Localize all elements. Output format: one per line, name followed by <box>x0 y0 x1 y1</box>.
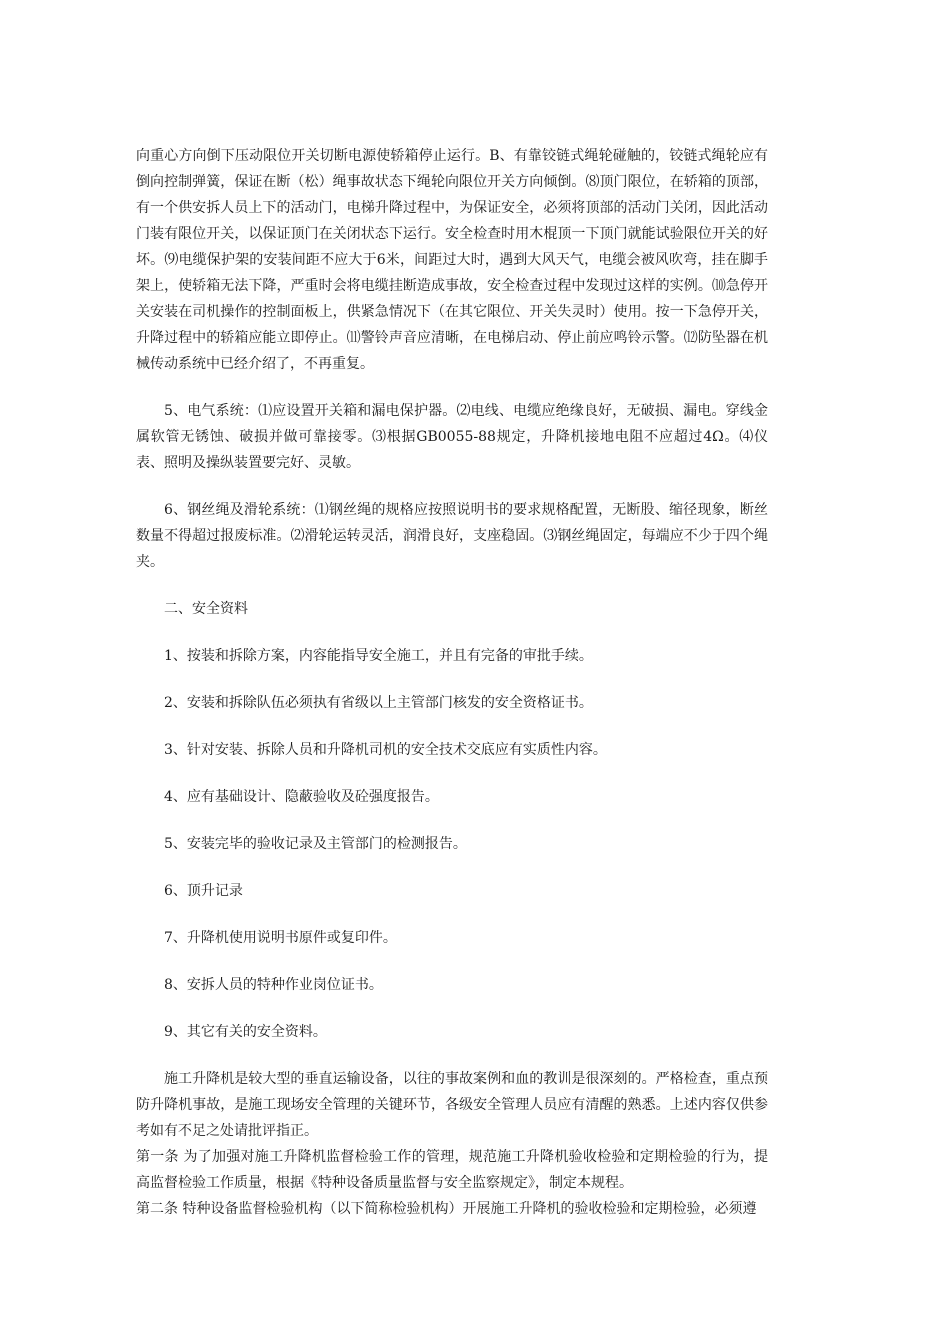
paragraph-electrical-system: 5、电气系统：⑴应设置开关箱和漏电保护器。⑵电线、电缆应绝缘良好，无破损、漏电。穿线金属软管无锈蚀、破损并做可靠接零。⑶根据GB0055-88规定，升降机接地电阻不应超过4Ω。⑷仪表、照明及操纵装置要完好、灵敏。 <box>136 403 768 471</box>
list-item-safety-doc-3: 3、针对安装、拆除人员和升降机司机的安全技术交底应有实质性内容。 <box>164 742 607 758</box>
list-item-safety-doc-1: 1、按装和拆除方案，内容能指导安全施工，并且有完备的审批手续。 <box>164 648 593 664</box>
list-item-safety-doc-7: 7、升降机使用说明书原件或复印件。 <box>164 930 397 946</box>
list-item-safety-doc-4: 4、应有基础设计、隐蔽验收及砼强度报告。 <box>164 789 439 805</box>
section-heading-safety-docs: 二、安全资料 <box>164 601 248 617</box>
article-1: 第一条 为了加强对施工升降机监督检验工作的管理，规范施工升降机验收检验和定期检验的行为，提高监督检验工作质量，根据《特种设备质量监督与安全监察规定》，制定本规程。 <box>136 1149 768 1191</box>
article-2: 第二条 特种设备监督检验机构（以下简称检验机构）开展施工升降机的验收检验和定期检验，必须遵 <box>136 1201 757 1217</box>
paragraph-limit-switches: 向重心方向倒下压动限位开关切断电源使轿箱停止运行。B、有靠铰链式绳轮碰触的，铰链式绳轮应有倒向控制弹簧，保证在断（松）绳事故状态下绳轮向限位开关方向倾倒。⑻顶门限位，在轿箱的顶部，有一个供安拆人员上下的活动门，电梯升降过程中，为保证安全，必须将顶部的活动门关闭，因此活动门装有限位开关，以保证顶门在关闭状态下运行。安全检查时用木棍顶一下顶门就能试验限位开关的好坏。⑼电缆保护架的安装间距不应大于6米，间距过大时，遇到大风天气，电缆会被风吹弯，挂在脚手架上，使轿箱无法下降，严重时会将电缆挂断造成事故，安全检查过程中发现过这样的实例。⑽急停开关安装在司机操作的控制面板上，供紧急情况下（在其它限位、开关失灵时）使用。按一下急停开关，升降过程中的轿箱应能立即停止。⑾警铃声音应清晰，在电梯启动、停止前应鸣铃示警。⑿防坠器在机械传动系统中已经介绍了，不再重复。 <box>136 148 768 372</box>
list-item-safety-doc-6: 6、顶升记录 <box>164 883 243 899</box>
list-item-safety-doc-5: 5、安装完毕的验收记录及主管部门的检测报告。 <box>164 836 467 852</box>
list-item-safety-doc-2: 2、安装和拆除队伍必须执有省级以上主管部门核发的安全资格证书。 <box>164 695 593 711</box>
list-item-safety-doc-8: 8、安拆人员的特种作业岗位证书。 <box>164 977 383 993</box>
list-item-safety-doc-9: 9、其它有关的安全资料。 <box>164 1024 327 1040</box>
paragraph-wire-rope-system: 6、钢丝绳及滑轮系统：⑴钢丝绳的规格应按照说明书的要求规格配置，无断股、缩径现象，断丝数量不得超过报废标准。⑵滑轮运转灵活，润滑良好，支座稳固。⑶钢丝绳固定，每端应不少于四个绳夹。 <box>136 502 768 570</box>
document-body <box>136 143 768 1222</box>
paragraph-conclusion: 施工升降机是较大型的垂直运输设备，以往的事故案例和血的教训是很深刻的。严格检查，重点预防升降机事故，是施工现场安全管理的关键环节，各级安全管理人员应有清醒的熟悉。上述内容仅供参考如有不足之处请批评指正。 <box>136 1071 768 1139</box>
